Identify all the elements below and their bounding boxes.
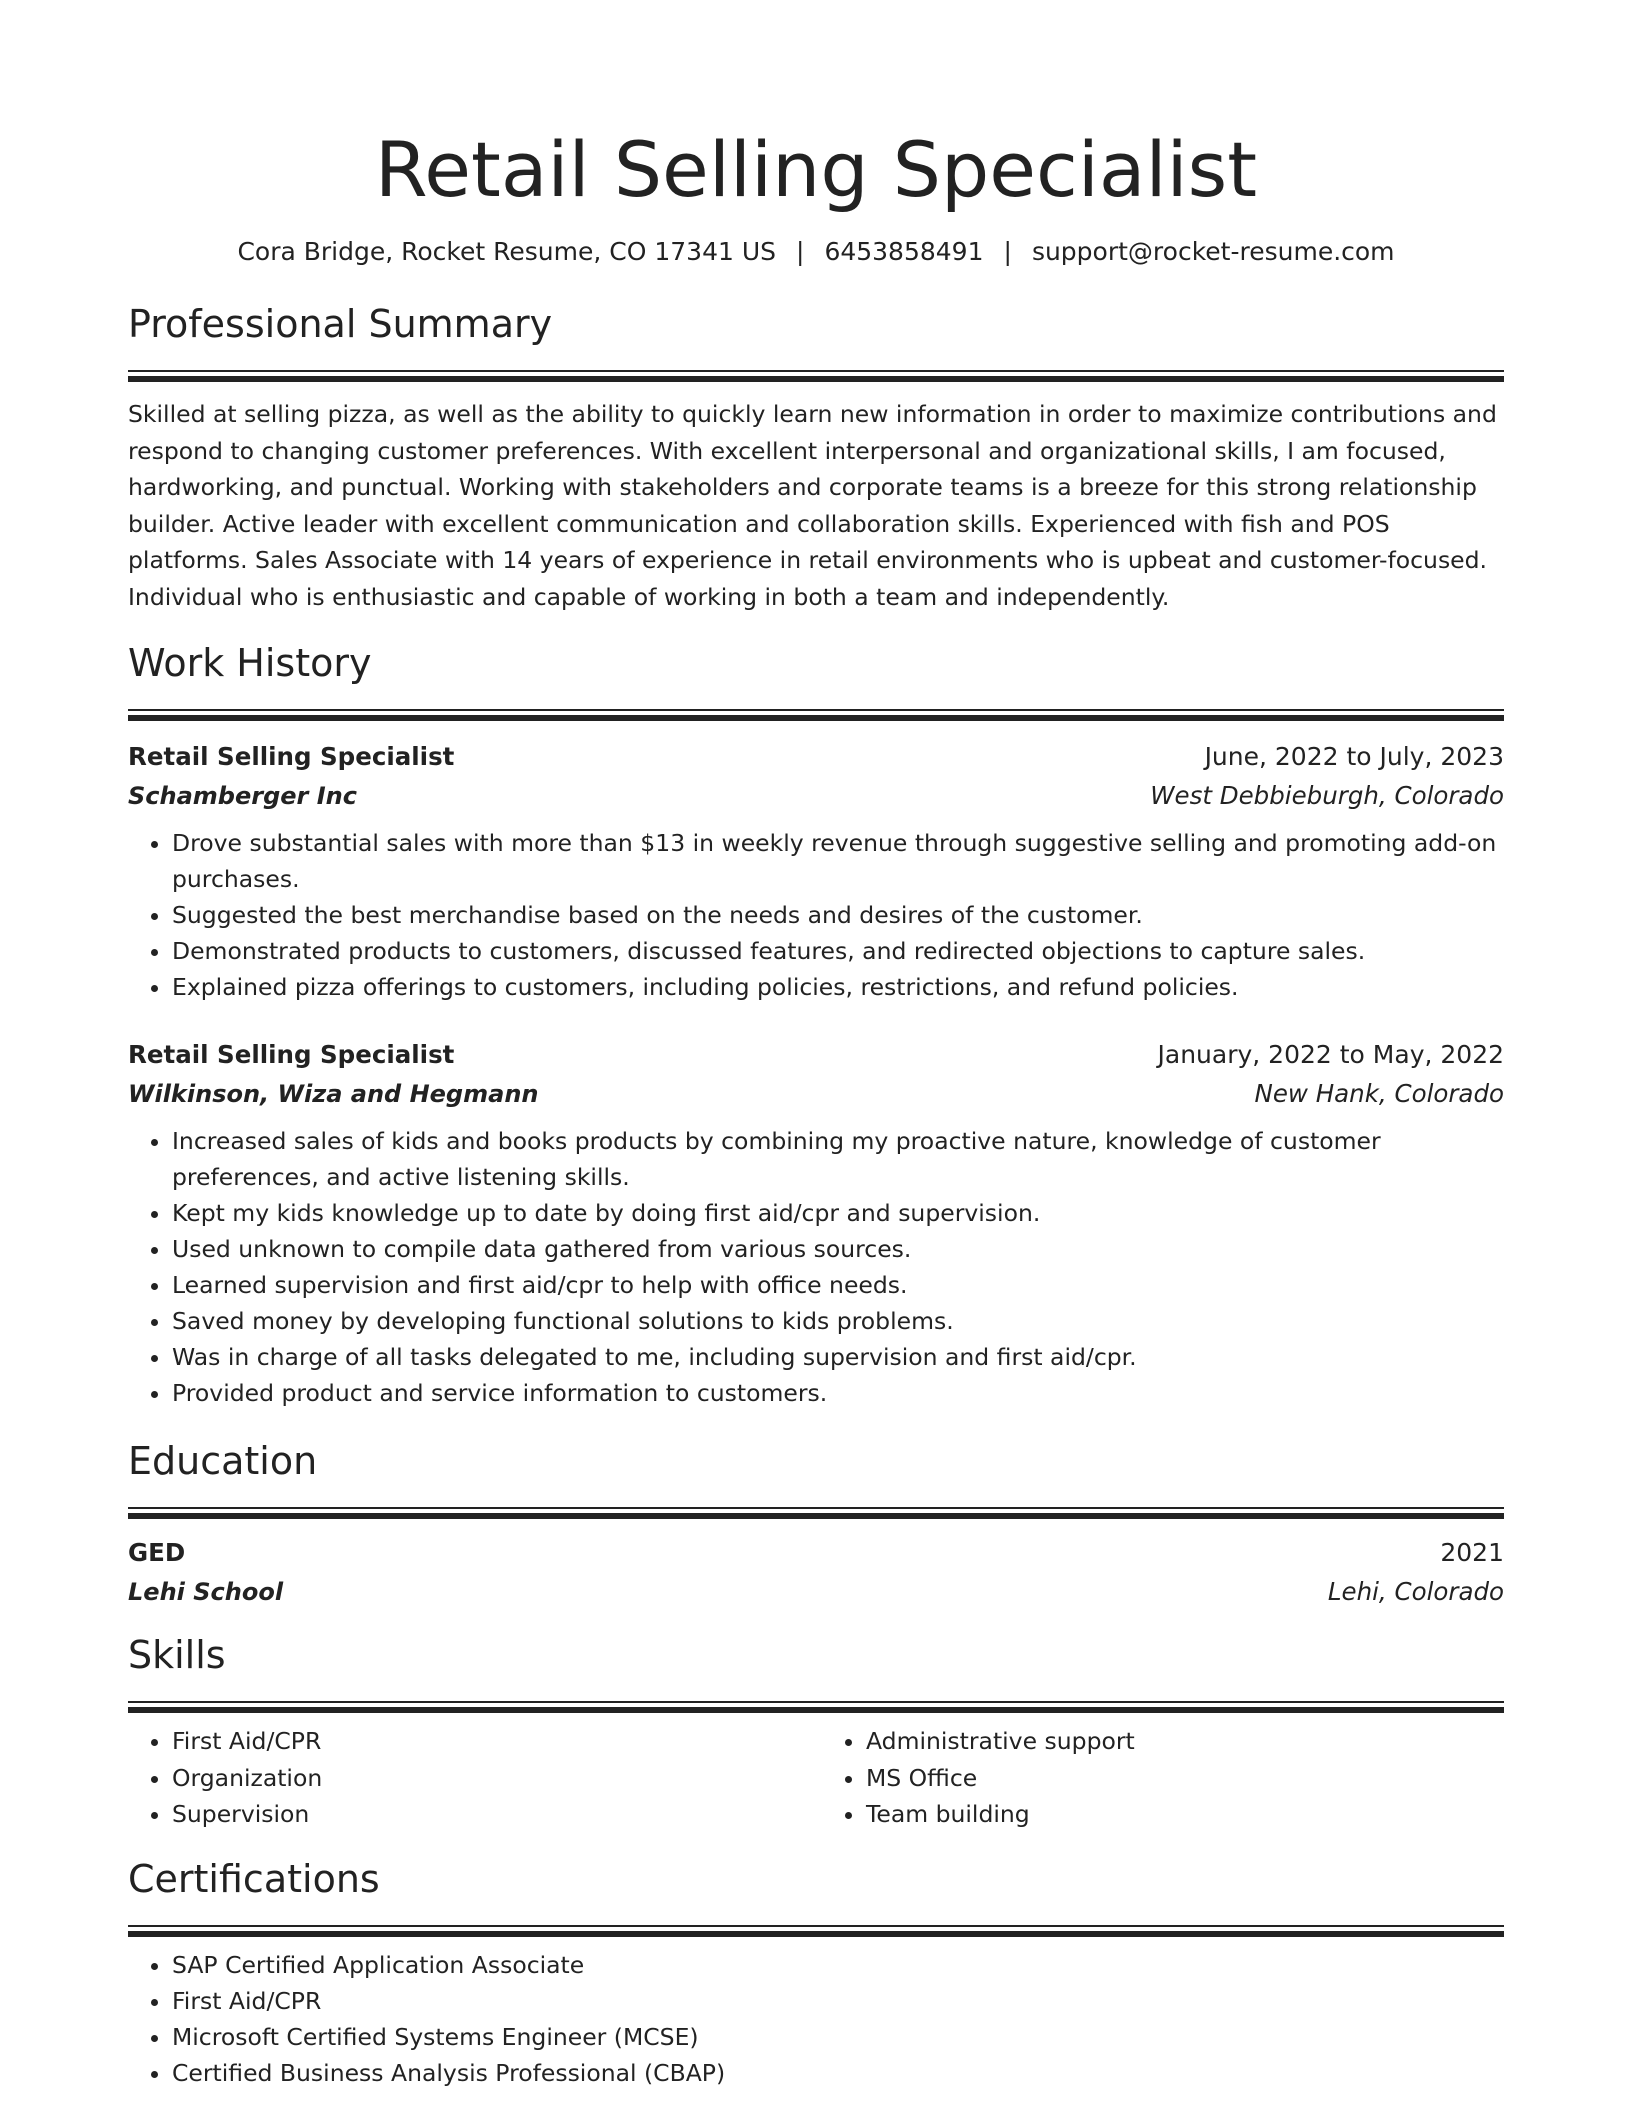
job-title: Retail Selling Specialist (128, 1040, 455, 1069)
degree: GED (128, 1538, 186, 1567)
list-item: • Team building (866, 1796, 1504, 1833)
list-item: • Saved money by developing functional solutions to kids problems. (172, 1303, 1504, 1339)
list-item: • Drove substantial sales with more than $13 in weekly revenue through suggestive selling and promoting add-on purchases. (172, 825, 1504, 897)
list-item: • Microsoft Certified Systems Engineer (MCSE) (172, 2019, 1504, 2055)
job-title: Retail Selling Specialist (128, 742, 455, 771)
school-name: Lehi School (128, 1578, 284, 1606)
company-name: Wilkinson, Wiza and Hegmann (128, 1080, 539, 1108)
job-bullets (128, 1123, 1504, 1411)
list-item: • Organization (172, 1760, 816, 1797)
job-entry (128, 1035, 1504, 1411)
contact-phone: 6453858491 (824, 237, 984, 266)
skills-list-left (128, 1723, 816, 1833)
contact-line (128, 234, 1504, 270)
job-location: New Hank, Colorado (1254, 1079, 1504, 1108)
company-name: Schamberger Inc (128, 782, 357, 810)
education-entry (128, 1533, 1504, 1611)
list-item: • Increased sales of kids and books products by combining my proactive nature, knowledge of customer preferences, and active listening skills. (172, 1123, 1504, 1195)
list-item: • Kept my kids knowledge up to date by doing first aid/cpr and supervision. (172, 1195, 1504, 1231)
list-item: • MS Office (866, 1760, 1504, 1797)
list-item: • Certified Business Analysis Professional (CBAP) (172, 2055, 1504, 2091)
work-history-section (128, 639, 1504, 1411)
section-divider (128, 370, 1504, 382)
job-subheader (128, 1075, 1504, 1113)
job-dates: June, 2022 to July, 2023 (1204, 742, 1504, 771)
contact-address: Cora Bridge, Rocket Resume, CO 17341 US (237, 237, 776, 266)
list-item: • Explained pizza offerings to customers, including policies, restrictions, and refund policies. (172, 969, 1504, 1005)
list-item: • Administrative support (866, 1723, 1504, 1760)
skills-list-right (816, 1723, 1504, 1833)
education-header (128, 1533, 1504, 1573)
skills-section (128, 1631, 1504, 1833)
list-item: • First Aid/CPR (172, 1983, 1504, 2019)
education-subheader (128, 1573, 1504, 1611)
summary-section (128, 300, 1504, 615)
list-item: • Supervision (172, 1796, 816, 1833)
resume-title: Retail Selling Specialist (374, 125, 1258, 214)
contact-separator: | (796, 237, 805, 266)
list-item: • SAP Certified Application Associate (172, 1947, 1504, 1983)
school-location: Lehi, Colorado (1327, 1577, 1504, 1606)
certifications-section (128, 1855, 1504, 2091)
list-item: • Used unknown to compile data gathered from various sources. (172, 1231, 1504, 1267)
graduation-year: 2021 (1440, 1538, 1504, 1567)
section-heading-work-history: Work History (128, 641, 372, 685)
section-heading-summary: Professional Summary (128, 302, 553, 346)
list-item: • Was in charge of all tasks delegated to me, including supervision and first aid/cpr. (172, 1339, 1504, 1375)
list-item: • Learned supervision and first aid/cpr to help with office needs. (172, 1267, 1504, 1303)
summary-text: Skilled at selling pizza, as well as the ability to quickly learn new information in order to maximize contributions and respond to changing customer preferences. With excellent interpersonal and organizational skills, I am focused, hardworking, and punctual. Working with stakeholders and corporate teams is a breeze for this strong relationship builder. Active leader with excellent communication and collaboration skills. Experienced with fish and POS platforms. Sales Associate with 14 years of experience in retail environments who is upbeat and customer-focused. Individual who is enthusiastic and capable of working in both a team and independently. (128, 400, 1497, 611)
contact-separator: | (1003, 237, 1012, 266)
list-item: • First Aid/CPR (172, 1723, 816, 1760)
education-section (128, 1437, 1504, 1611)
job-location: West Debbieburgh, Colorado (1150, 781, 1504, 810)
job-dates: January, 2022 to May, 2022 (1157, 1040, 1504, 1069)
section-divider (128, 709, 1504, 721)
section-heading-skills: Skills (128, 1633, 226, 1677)
list-item: • Demonstrated products to customers, discussed features, and redirected objections to capture sales. (172, 933, 1504, 969)
job-entry (128, 737, 1504, 1005)
section-heading-certifications: Certifications (128, 1856, 380, 1901)
certifications-list (128, 1947, 1504, 2091)
job-header (128, 1035, 1504, 1075)
list-item: • Suggested the best merchandise based on the needs and desires of the customer. (172, 897, 1504, 933)
list-item: • Provided product and service information to customers. (172, 1375, 1504, 1411)
section-divider (128, 1925, 1504, 1937)
job-bullets (128, 825, 1504, 1005)
job-header (128, 737, 1504, 777)
contact-email: support@rocket-resume.com (1031, 237, 1395, 266)
skills-columns (128, 1723, 1504, 1833)
section-divider (128, 1701, 1504, 1713)
section-heading-education: Education (128, 1439, 318, 1483)
section-divider (128, 1507, 1504, 1519)
job-subheader (128, 777, 1504, 815)
